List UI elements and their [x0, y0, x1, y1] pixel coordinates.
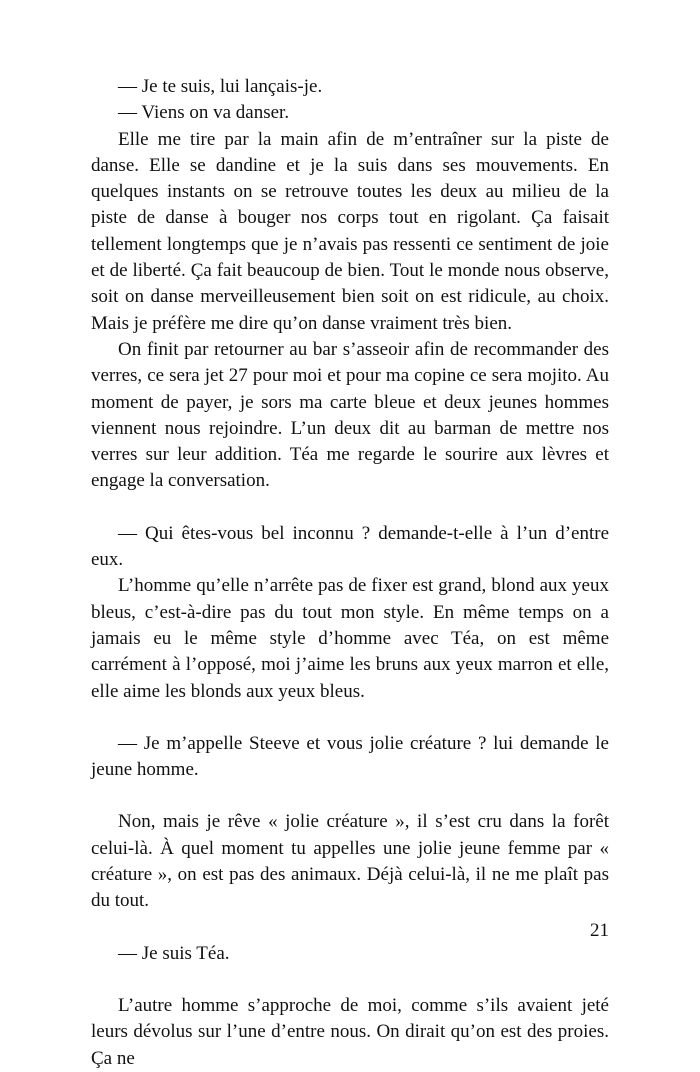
dialogue-line: — Je suis Téa. — [118, 942, 230, 964]
page-number: 21 — [590, 920, 609, 941]
paragraph: On finit par retourner au bar s’asseoir afin de recommander des verres, ce sera jet 27 pour moi et pour ma copine ce sera mojito. Au moment de payer, je sors ma carte bleue et deux jeunes hommes viennent nous rejoindre. L’un deux dit au barman de mettre nos verres sur leur addition. Téa me regarde le sourire aux lèvres et engage la conversation. — [91, 338, 609, 492]
paragraph: Non, mais je rêve « jolie créature », il s’est cru dans la forêt celui-là. À quel moment tu appelles une jolie jeune femme par « créature », on est pas des animaux. Déjà celui-là, il ne me plaît pas du tout. — [91, 811, 609, 912]
dialogue-line: — Je m’appelle Steeve et vous jolie créature ? lui demande le jeune homme. — [91, 732, 609, 781]
dialogue-line: — Je te suis, lui lançais-je. — [118, 76, 323, 97]
dialogue-line: — Viens on va danser. — [118, 102, 290, 124]
paragraph: L’autre homme s’approche de moi, comme s’ils avaient jeté leurs dévolus sur l’une d’entre nous. On dirait qu’on est des proies. Ça ne — [91, 994, 609, 1069]
body-text — [91, 74, 609, 1072]
dialogue-line: — Qui êtes-vous bel inconnu ? demande-t-elle à l’un d’entre eux. — [91, 522, 609, 571]
paragraph: Elle me tire par la main afin de m’entraîner sur la piste de danse. Elle se dandine et je la suis dans ses mouvements. En quelques instants on se retrouve toutes les deux au milieu de la piste de danse à bouger nos corps tout en rigolant. Ça faisait tellement longtemps que je n’avais pas ressenti ce sentiment de joie et de liberté. Ça fait beaucoup de bien. Tout le monde nous observe, soit on danse merveilleusement bien soit on est ridicule, au choix. Mais je préfère me dire qu’on danse vraiment très bien. — [91, 128, 609, 334]
paragraph: L’homme qu’elle n’arrête pas de fixer est grand, blond aux yeux bleus, c’est-à-dire pas du tout mon style. En même temps on a jamais eu le même style d’homme avec Téa, on est même carrément à l’opposé, moi j’aime les bruns aux yeux marron et elle, elle aime les blonds aux yeux bleus. — [91, 575, 609, 702]
